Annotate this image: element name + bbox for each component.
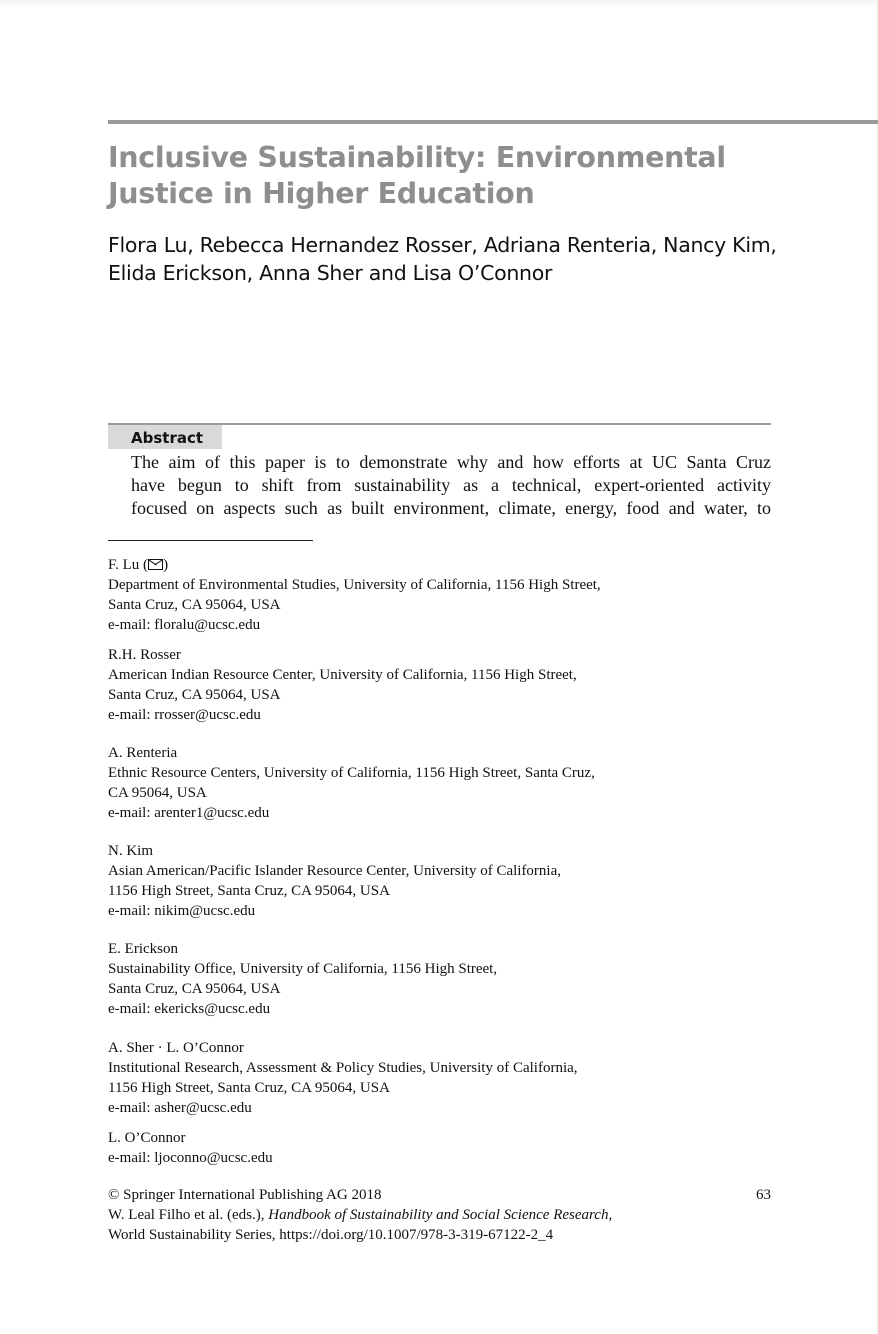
affiliation-name: F. Lu ( ) [108, 557, 169, 573]
chapter-title-line-2: Justice in Higher Education [108, 177, 535, 210]
affiliation-line: 1156 High Street, Santa Cruz, CA 95064, USA [108, 1080, 390, 1096]
affiliation-email: e-mail: floralu@ucsc.edu [108, 617, 261, 633]
affiliation-name: A. Sher · L. O’Connor [108, 1040, 244, 1056]
citation-line: W. Leal Filho et al. (eds.), Handbook of Sustainability and Social Science Research, [108, 1207, 613, 1223]
footnote-rule [108, 540, 313, 541]
affiliation-kim [108, 841, 768, 921]
author-list-line-1: Flora Lu, Rebecca Hernandez Rosser, Adriana Renteria, Nancy Kim, [108, 233, 777, 257]
affiliation-erickson [108, 939, 768, 1019]
affiliation-footnotes [108, 555, 768, 1168]
affiliation-email: e-mail: arenter1@ucsc.edu [108, 805, 270, 821]
affiliation-sher-oconnor [108, 1038, 768, 1118]
abstract-heading: Abstract [131, 429, 204, 447]
book-title: Handbook of Sustainability and Social Science Research [268, 1207, 609, 1223]
affiliation-name: E. Erickson [108, 941, 178, 957]
affiliation-name: A. Renteria [108, 745, 178, 761]
chapter-top-rule [108, 120, 878, 124]
chapter-title [108, 140, 808, 212]
affiliation-line: Santa Cruz, CA 95064, USA [108, 981, 281, 997]
affiliation-name: N. Kim [108, 843, 153, 859]
chapter-title-line-1: Inclusive Sustainability: Environmental [108, 141, 726, 174]
affiliation-renteria [108, 743, 768, 823]
affiliation-name: R.H. Rosser [108, 647, 181, 663]
envelope-icon [148, 559, 163, 570]
copyright-line: © Springer International Publishing AG 2018 [108, 1187, 382, 1203]
abstract-body [131, 451, 771, 520]
affiliation-email: e-mail: asher@ucsc.edu [108, 1100, 252, 1116]
page-top-shadow [0, 0, 878, 8]
affiliation-line: Asian American/Pacific Islander Resource Center, University of California, [108, 863, 562, 879]
affiliation-line: CA 95064, USA [108, 785, 207, 801]
affiliation-line: Santa Cruz, CA 95064, USA [108, 687, 281, 703]
affiliation-line: Department of Environmental Studies, University of California, 1156 High Street, [108, 577, 601, 593]
affiliation-oconnor [108, 1128, 768, 1168]
page-number: 63 [756, 1187, 771, 1203]
affiliation-name: L. O’Connor [108, 1130, 186, 1146]
affiliation-line: Sustainability Office, University of California, 1156 High Street, [108, 961, 498, 977]
affiliation-line: Institutional Research, Assessment & Policy Studies, University of California, [108, 1060, 578, 1076]
author-list-line-2: Elida Erickson, Anna Sher and Lisa O’Connor [108, 261, 553, 285]
affiliation-rosser [108, 645, 768, 725]
series-doi-line: World Sustainability Series, https://doi.org/10.1007/978-3-319-67122-2_4 [108, 1227, 554, 1243]
copyright-notice [108, 1185, 768, 1245]
abstract-line-2: have begun to shift from sustainability as a technical, expert-oriented activity [131, 475, 771, 495]
affiliation-lu [108, 555, 768, 635]
affiliation-email: e-mail: ekericks@ucsc.edu [108, 1001, 271, 1017]
affiliation-email: e-mail: ljoconno@ucsc.edu [108, 1150, 273, 1166]
affiliation-line: American Indian Resource Center, University of California, 1156 High Street, [108, 667, 577, 683]
author-list [108, 231, 788, 287]
affiliation-line: Ethnic Resource Centers, University of California, 1156 High Street, Santa Cruz, [108, 765, 595, 781]
affiliation-line: 1156 High Street, Santa Cruz, CA 95064, USA [108, 883, 390, 899]
affiliation-line: Santa Cruz, CA 95064, USA [108, 597, 281, 613]
affiliation-email: e-mail: rrosser@ucsc.edu [108, 707, 261, 723]
affiliation-email: e-mail: nikim@ucsc.edu [108, 903, 256, 919]
abstract-line-1: The aim of this paper is to demonstrate why and how efforts at UC Santa Cruz [131, 452, 771, 472]
abstract-line-3: focused on aspects such as built environment, climate, energy, food and water, to [131, 498, 771, 518]
